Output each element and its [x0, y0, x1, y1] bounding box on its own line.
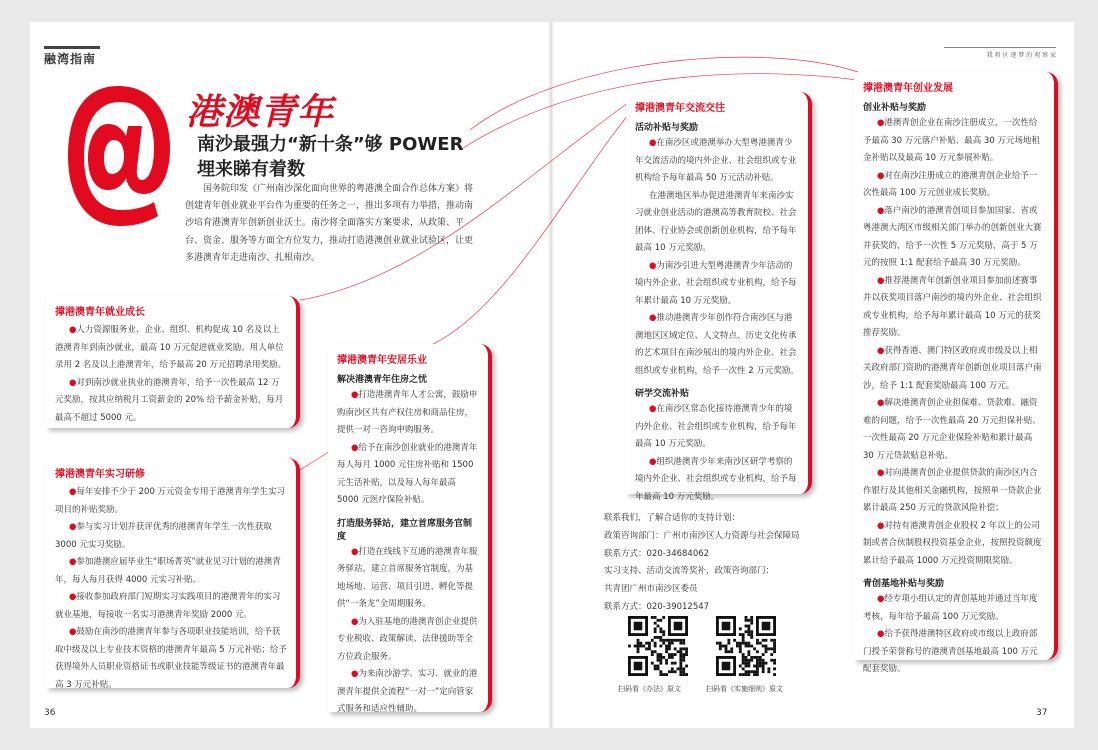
- card-paragraph: ●推荐港澳青年创新创业项目参加前述赛事并以获奖项目落户南沙的境内外企业、社会组织或专业机构，给予每年累计最高 10 万元的获奖推荐奖励。: [863, 275, 1042, 338]
- at-symbol-icon: [62, 82, 174, 230]
- qr-caption: 扫码看《办法》原文: [618, 685, 681, 693]
- card-paragraph: ●打造在线线下互通的港澳青年服务驿站，建立首席服务官制度，为基地场地、运营、项目引进、孵化等提供“一条龙”全周期服务。: [337, 546, 478, 609]
- qr-code-icon[interactable]: [716, 616, 776, 676]
- card-subheading: 打造服务驿站，建立首席服务官制度: [337, 518, 473, 542]
- card-paragraph: ●人力资源服务业、企业、组织、机构促成 10 名及以上港澳青年到南沙就业，最高 10 万元促进就业奖励。用人单位录用 2 名及以上港澳青年，给予最高 20 万元招聘录用奖励。: [55, 325, 287, 370]
- section-label: 融湾指南: [44, 52, 97, 66]
- card-paragraph: ●港澳青创企业在南沙注册成立，一次性给予最高 30 万元落户补贴、最高 30 万元场地租金补贴以及最高 10 万元参展补贴。: [863, 118, 1040, 163]
- qr-caption: 扫码看《实施细则》原文: [706, 685, 783, 693]
- card-paragraph: 在港澳地区举办促进港澳青年来南沙实习就业创业活动的港澳高等教育院校、社会团体、行业协会或创新创业机构，给予每年最高 10 万元奖励。: [635, 190, 797, 253]
- card-title: 撑港澳青年就业成长: [55, 307, 145, 318]
- card-subheading: 解决港澳青年住房之忧: [337, 375, 428, 385]
- card-subheading: 活动补贴与奖励: [635, 123, 699, 133]
- card-paragraph: ●组织港澳青少年来南沙区研学考察的境内外企业、社会组织或专业机构，给予每年最高 10 万元奖励。: [635, 456, 797, 502]
- contact-info: [604, 510, 814, 617]
- card-paragraph: ●在南沙区常态化接待港澳青少年的境内外企业、社会组织或专业机构，给予每年最高 10 万元奖励。: [635, 404, 797, 449]
- card-paragraph: ●打造港澳青年人才公寓，鼓励申购南沙区共有产权住房和商品住房，提供一对一咨询申购服务。: [337, 390, 478, 435]
- card-paragraph: ●接收参加政府部门短期实习实践项目的港澳青年的实习就业基地，每接收一名实习港澳青年奖励 2000 元。: [55, 592, 281, 620]
- card-paragraph: ●对在南沙注册成立的港澳青创企业给予一次性最高 100 万元创业成长奖励。: [863, 170, 1038, 198]
- card-paragraph: ●鼓励在南沙的港澳青年参与各项职业技能培训，给予获取中级及以上专业技术资格的港澳青年最高 5 万元补贴；给予获得境外人员职业资格证书或职业技能等级证书的港澳青年最高 3 万元补贴。: [55, 627, 287, 690]
- card-paragraph: ●为来南沙游学、实习、就业的港澳青年提供全流程“一对一”定向管家式服务和适应性辅助。: [337, 669, 478, 714]
- card-paragraph: ●在南沙区或港澳举办大型粤港澳青少年交流活动的境内外企业、社会组织或专业机构给予每年最高 50 万元活动补贴。: [635, 138, 797, 183]
- card-title: 撑港澳青年安居乐业: [337, 355, 427, 366]
- card-paragraph: ●解决港澳青创企业担保难、贷款难、融资难的问题，给予一次性最高 20 万元担保补贴、一次性最高 20 万元企业保险补贴和累计最高 30 万元贷款贴息补贴。: [863, 398, 1041, 461]
- card-subheading: 青创基地补贴与奖励: [863, 579, 945, 589]
- intro-paragraph: 国务院印发《广州南沙深化面向世界的粤港澳全面合作总体方案》将创建青年创业就业平台作为重要的任务之一，推出多项有力举措，推动南沙培育港澳青年创新创业沃土。南沙将全面落实方案要求，从政策、平台、资金、服务等方面全方位发力，推动打造港澳创业就业试验区，让更多港澳青年走进南沙、扎根南沙。: [185, 184, 474, 263]
- page-number-right: 37: [1036, 708, 1048, 718]
- card-settle: [328, 344, 492, 712]
- card-title: 撑港澳青年创业发展: [863, 83, 953, 94]
- page-number-left: 36: [44, 708, 56, 718]
- contact-intro: 联系我们，了解合适你的支持计划：: [604, 513, 741, 523]
- card-paragraph: ●获得香港、澳门特区政府或市级及以上相关政府部门资助的港澳青年创新创业项目落户南沙，给予 1:1 配套奖励最高 100 万元。: [863, 345, 1042, 391]
- contact-line: 联系方式：020-39012547: [604, 601, 710, 612]
- card-subheading: 研学交流补贴: [635, 389, 690, 399]
- running-header: 我 将 区 逐 梦 的 观 察 家: [986, 52, 1056, 59]
- card-paragraph: ●为南沙引进大型粤港澳青少年活动的境内外企业、社会组织或专业机构，给予每年累计最高 10 万元奖励。: [635, 260, 797, 306]
- card-title: 撑港澳青年实习研修: [55, 469, 145, 480]
- card-paragraph: ●给予获得港澳特区政府或市级以上政府部门授予荣誉称号的港澳青创基地最高 100 万元配套奖励。: [863, 629, 1038, 674]
- card-employment: [46, 296, 300, 428]
- card-paragraph: ●给予在南沙创业就业的港澳青年每人每月 1000 元住房补贴和 1500 元生活补贴，以及每人每年最高 5000 元医疗保险补贴。: [337, 442, 478, 505]
- card-paragraph: ●对持有港澳青创企业股权 2 年以上的公司制或者合伙制股权投资基金企业，按照投资额度累计给予最高 1000 万元投资期限奖励。: [863, 520, 1042, 566]
- contact-line: 联系方式：020-34684062: [604, 548, 710, 559]
- card-paragraph: ●参与实习计划并获评优秀的港澳青年学生一次性获取 3000 元实习奖励。: [55, 522, 272, 550]
- card-paragraph: ●落户南沙的港澳青创项目参加国家、省或粤港澳大湾区市级相关部门举办的创新创业大赛并获奖的，给予一次性 5 万元奖励，高于 5 万元的按照 1:1 配套给予最高 30 万元奖励。: [863, 205, 1042, 268]
- card-paragraph: ●为入驻基地的港澳青创企业提供专业税收、政策解读、法律援助等全方位政企服务。: [337, 616, 478, 662]
- qr-code-icon[interactable]: [628, 616, 688, 676]
- card-internship: [46, 458, 300, 688]
- card-startup: [854, 72, 1058, 674]
- page-subtitle-2: 埋来睇有着数: [197, 159, 305, 180]
- page-title: 港澳青年: [186, 92, 335, 133]
- card-paragraph: ●推动港澳青少年创作符合南沙区与港澳地区区域定位、人文特点、历史文化传承的艺术项目在南沙展出的境内外企业、社会组织或专业机构，给予一次性 2 万元奖励。: [635, 313, 799, 376]
- page-subtitle-1: 南沙最强力“新十条”够 POWER: [197, 134, 464, 155]
- card-paragraph: ●参加港澳应届毕业生“职场菁英”就业见习计划的港澳青年，每人每月获得 4000 元实习补贴。: [55, 557, 281, 585]
- card-paragraph: ●对向港澳青创企业提供贷款的南沙区内合作银行及其他相关金融机构，按照单一贷款企业累计最高 250 万元的贷款风险补偿；: [863, 468, 1042, 513]
- contact-line: 共青团广州市南沙区委员: [604, 584, 698, 595]
- card-paragraph: ●每年安排不少于 200 万元资金专用于港澳青年学生实习项目的补贴奖励。: [55, 487, 286, 515]
- contact-line: 政策咨询部门：广州市南沙区人力资源与社会保障局: [604, 530, 800, 541]
- card-paragraph: ●经专项小组认定的青创基地并通过当年度考核，每年给予最高 100 万元奖励。: [863, 594, 1038, 622]
- card-paragraph: ●对到南沙就业执业的港澳青年，给予一次性最高 12 万元奖励，按其应纳税月工资薪金的 20% 给予薪金补贴，每月最高不超过 5000 元。: [55, 377, 284, 423]
- card-subheading: 创业补贴与奖励: [863, 103, 927, 113]
- card-exchange: [626, 92, 812, 502]
- card-title: 撑港澳青年交流交往: [635, 103, 725, 114]
- contact-line: 实习支持、活动交流等奖补，政策咨询部门：: [604, 566, 775, 577]
